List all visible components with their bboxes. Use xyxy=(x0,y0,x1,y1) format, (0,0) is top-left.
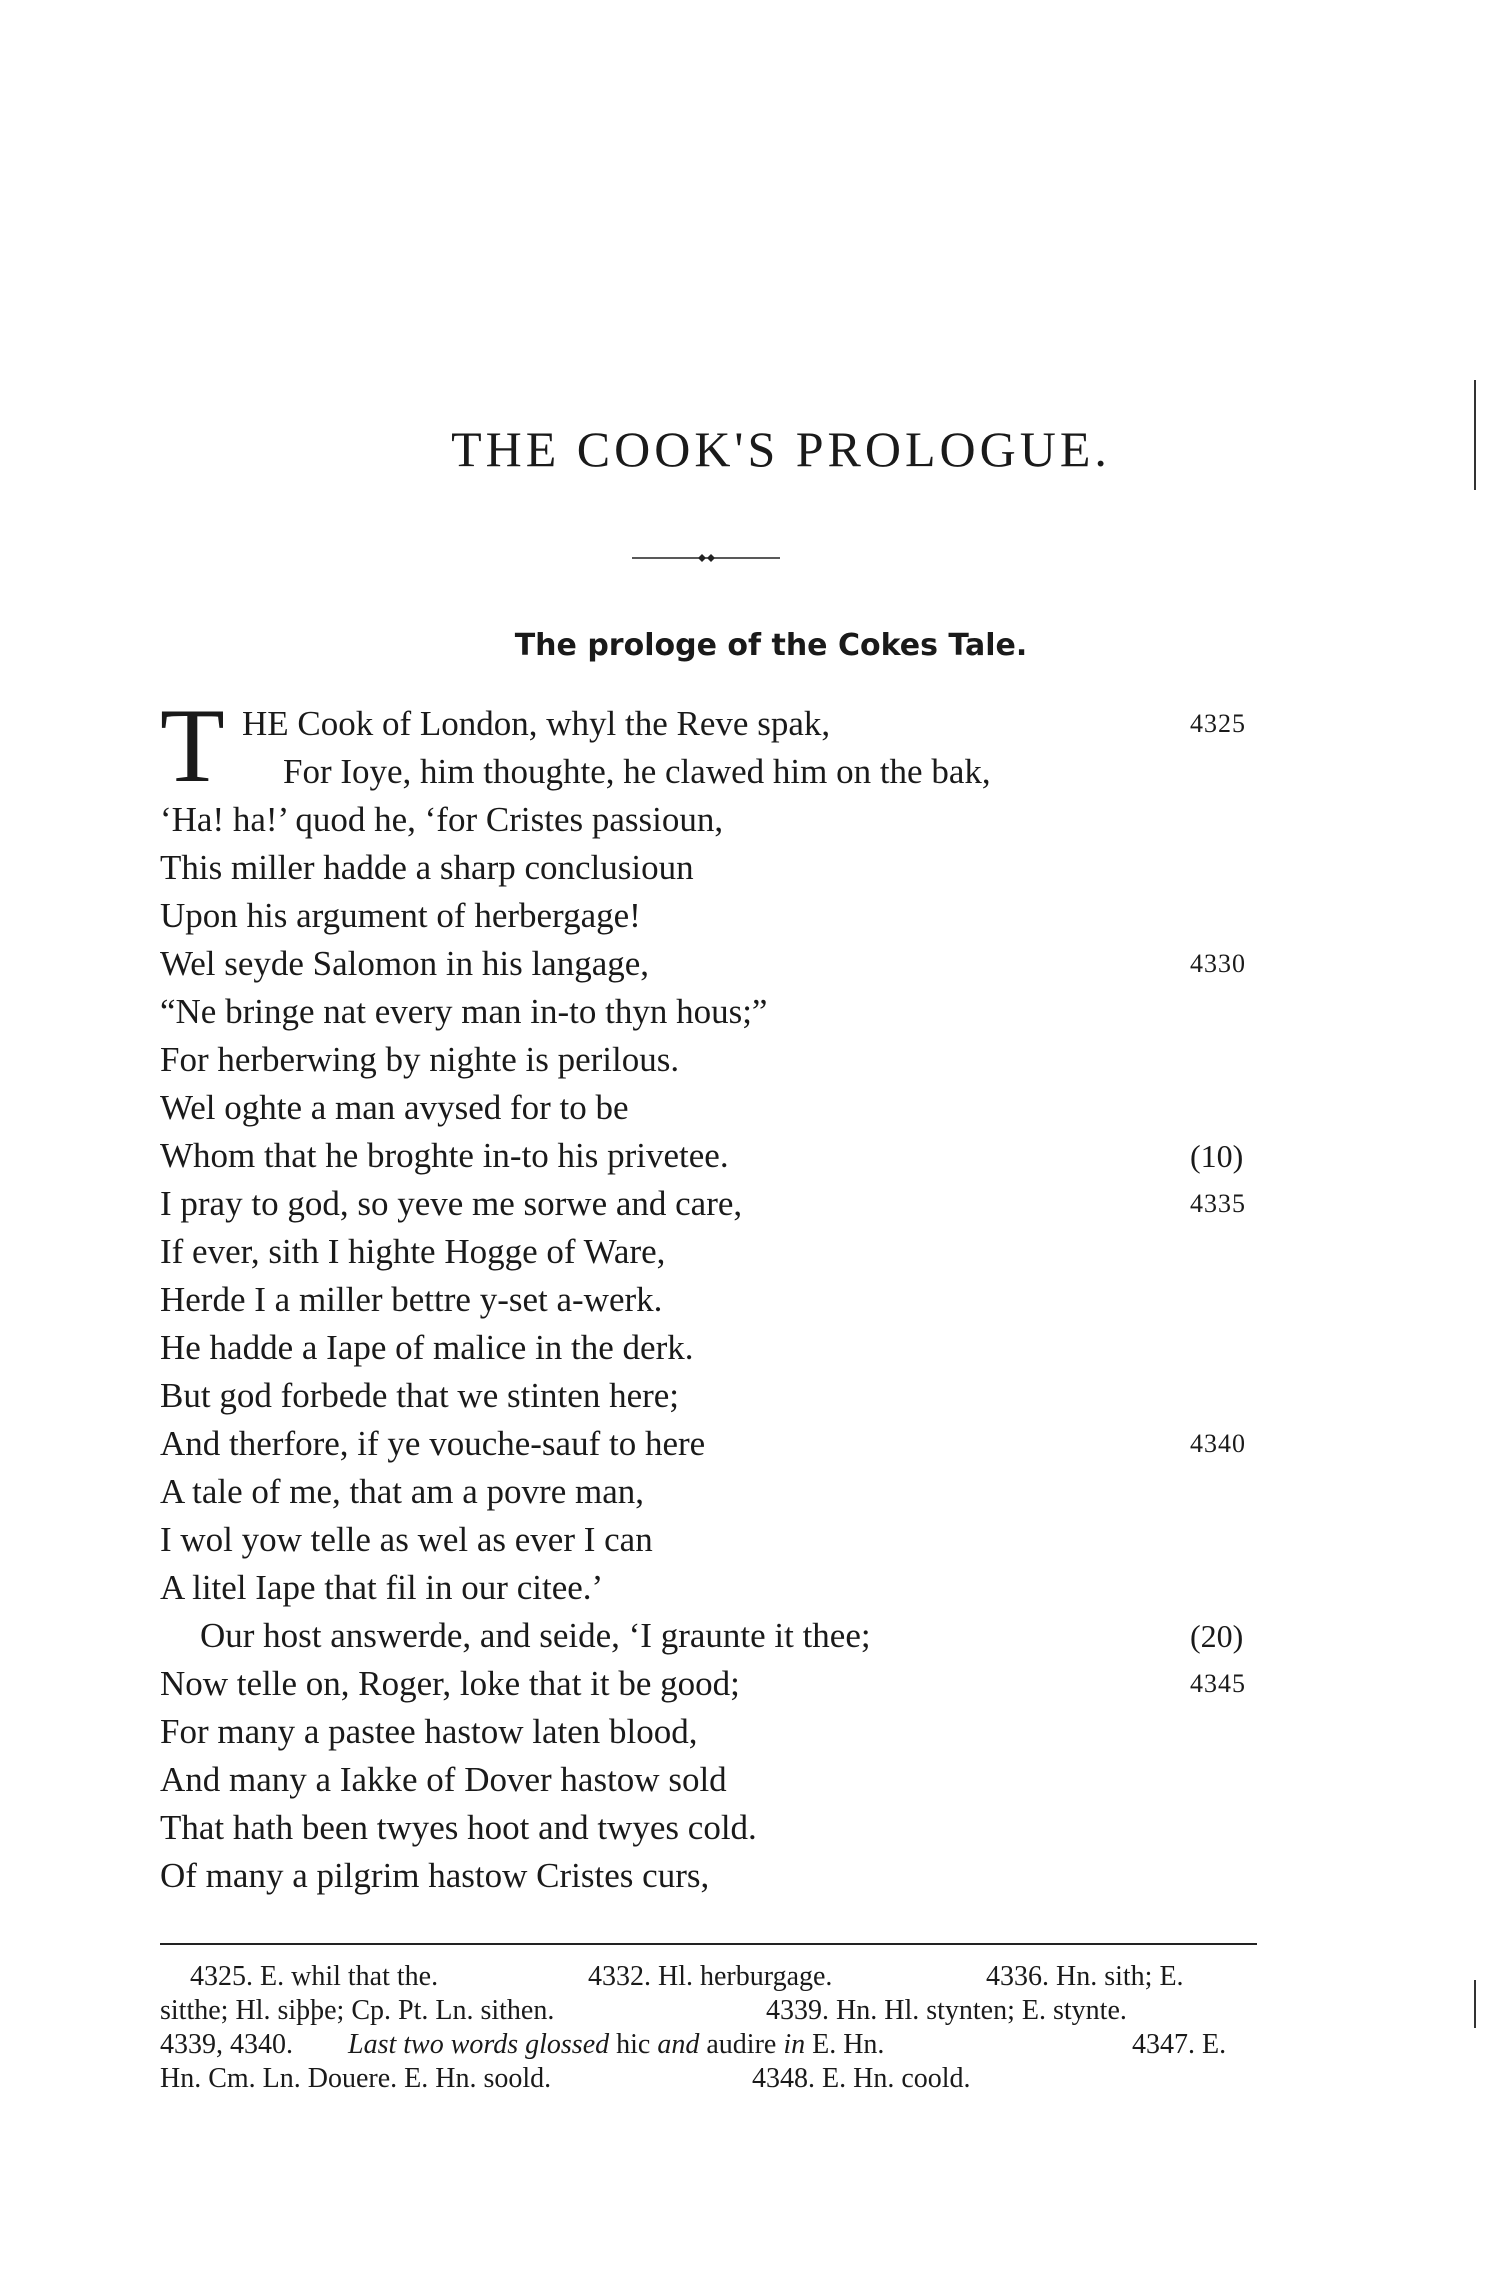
footnote-text: audire xyxy=(699,2029,784,2060)
footnote-text: E. Hn. xyxy=(805,2029,885,2060)
line-text: HE Cook of London, whyl the Reve spak, xyxy=(242,704,831,743)
footnote-entry: 4339, 4340. xyxy=(160,2029,293,2060)
footnote-entry: 4332. Hl. herburgage. xyxy=(588,1961,833,1992)
poem-line xyxy=(160,1660,1260,1708)
line-count: (20) xyxy=(1190,1618,1244,1654)
line-text: “Ne bringe nat every man in-to thyn hous;” xyxy=(160,992,768,1031)
poem-line xyxy=(160,1180,1260,1228)
line-number: 4345 xyxy=(1190,1669,1246,1698)
footnote-line xyxy=(160,1994,1260,2028)
footnote-entry: 4347. E. xyxy=(1132,2029,1227,2060)
poem-line xyxy=(160,796,1260,844)
poem-line xyxy=(160,1756,1260,1804)
footnote-entry: 4325. E. whil that the. xyxy=(190,1961,439,1992)
line-text: Wel seyde Salomon in his langage, xyxy=(160,944,650,983)
poem-line xyxy=(160,1372,1260,1420)
poem-line xyxy=(160,1468,1260,1516)
poem-line xyxy=(160,1084,1260,1132)
poem-line xyxy=(160,700,1260,748)
poem-line xyxy=(160,1036,1260,1084)
footnote-entry: Hn. Cm. Ln. Douere. E. Hn. soold. xyxy=(160,2063,552,2094)
line-text: That hath been twyes hoot and twyes cold. xyxy=(160,1808,757,1847)
scan-edge-mark xyxy=(1474,380,1476,490)
poem-line xyxy=(160,1612,1260,1660)
line-text: A tale of me, that am a povre man, xyxy=(160,1472,645,1511)
footnote-entry: 4336. Hn. sith; E. xyxy=(986,1961,1184,1992)
divider-ornament-icon xyxy=(632,553,780,563)
line-text: And therfore, if ye vouche-sauf to here xyxy=(160,1424,706,1463)
line-text: ‘Ha! ha!’ quod he, ‘for Cristes passioun, xyxy=(160,800,724,839)
footnote-italic: Last two words glossed xyxy=(348,2029,610,2060)
line-text: Herde I a miller bettre y-set a-werk. xyxy=(160,1280,663,1319)
line-text: But god forbede that we stinten here; xyxy=(160,1376,680,1415)
line-number: 4335 xyxy=(1190,1189,1246,1218)
footnote-entry: sitthe; Hl. siþþe; Cp. Pt. Ln. sithen. xyxy=(160,1995,555,2026)
poem-line xyxy=(160,1276,1260,1324)
line-text: I wol yow telle as wel as ever I can xyxy=(160,1520,653,1559)
footnote-italic: in xyxy=(783,2029,806,2060)
footnote-rule xyxy=(160,1943,1257,1945)
line-count: (10) xyxy=(1190,1138,1244,1174)
line-number: 4330 xyxy=(1190,949,1246,978)
footnote-entry: 4339. Hn. Hl. stynten; E. stynte. xyxy=(766,1995,1127,2026)
poem-body xyxy=(160,687,1260,1900)
poem-line xyxy=(160,1852,1260,1900)
line-text: A litel Iape that fil in our citee.’ xyxy=(160,1568,604,1607)
line-text: If ever, sith I highte Hogge of Ware, xyxy=(160,1232,666,1271)
poem-line xyxy=(160,892,1260,940)
footnote-text: hic xyxy=(609,2029,658,2060)
poem-line xyxy=(160,844,1260,892)
line-text: I pray to god, so yeve me sorwe and care, xyxy=(160,1184,743,1223)
line-text: And many a Iakke of Dover hastow sold xyxy=(160,1760,727,1799)
poem-line xyxy=(160,1804,1260,1852)
line-text: Now telle on, Roger, loke that it be good; xyxy=(160,1664,740,1703)
line-text: Our host answerde, and seide, ‘I graunte it thee; xyxy=(200,1616,871,1655)
footnote-italic: and xyxy=(657,2029,700,2060)
poem-line xyxy=(160,1324,1260,1372)
poem-line xyxy=(160,1516,1260,1564)
poem-line xyxy=(160,1132,1260,1180)
line-text: For Ioye, him thoughte, he clawed him on the bak, xyxy=(283,752,991,791)
poem-line xyxy=(160,1420,1260,1468)
line-number: 4325 xyxy=(1190,709,1246,738)
drop-cap: T xyxy=(160,687,225,804)
poem-line xyxy=(160,1228,1260,1276)
poem-line xyxy=(160,748,1260,796)
line-number: 4340 xyxy=(1190,1429,1246,1458)
footnote-line xyxy=(160,2028,1260,2062)
line-text: For many a pastee hastow laten blood, xyxy=(160,1712,698,1751)
footnotes xyxy=(160,1960,1260,2096)
poem-line xyxy=(160,1708,1260,1756)
line-text: Upon his argument of herbergage! xyxy=(160,896,641,935)
footnote-line xyxy=(160,1960,1260,1994)
scan-edge-mark xyxy=(1474,1980,1476,2028)
poem-line xyxy=(160,988,1260,1036)
line-text: This miller hadde a sharp conclusioun xyxy=(160,848,694,887)
line-text: Whom that he broghte in-to his privetee. xyxy=(160,1136,729,1175)
section-subtitle: The prologe of the Cokes Tale. xyxy=(514,628,1028,663)
poem-line xyxy=(160,940,1260,988)
footnote-entry: 4348. E. Hn. coold. xyxy=(752,2063,971,2094)
footnote-entry xyxy=(348,2028,884,2062)
footnote-line xyxy=(160,2062,1260,2096)
line-text: Of many a pilgrim hastow Cristes curs, xyxy=(160,1856,710,1895)
line-text: For herberwing by nighte is perilous. xyxy=(160,1040,680,1079)
poem-line xyxy=(160,1564,1260,1612)
line-text: Wel oghte a man avysed for to be xyxy=(160,1088,629,1127)
page-title: THE COOK'S PROLOGUE. xyxy=(451,421,1111,477)
line-text: He hadde a Iape of malice in the derk. xyxy=(160,1328,694,1367)
